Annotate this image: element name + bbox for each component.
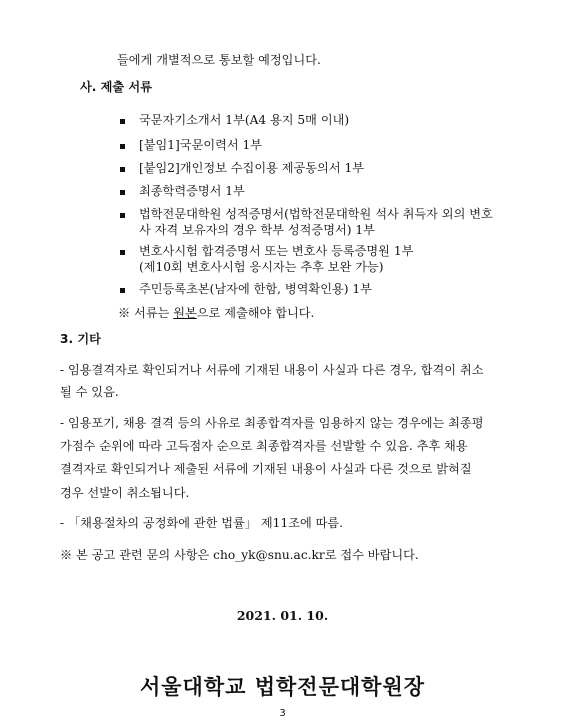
submission-note (118, 305, 314, 321)
section-sa-heading: 사. 제출 서류 (80, 80, 152, 94)
contact-note: ※ 본 공고 관련 문의 사항은 cho_yk@snu.ac.kr로 접수 바랍니다. (60, 548, 419, 562)
list-item-continuation: 사 자격 보유자의 경우 학부 성적증명서) 1부 (139, 223, 375, 237)
bullet-marker (120, 119, 125, 124)
signatory-title: 서울대학교 법학전문대학원장 (139, 675, 426, 699)
bullet-marker (120, 288, 125, 293)
document-date: 2021. 01. 10. (236, 608, 329, 623)
paragraph-line: - 임용결격자로 확인되거나 서류에 기재된 내용이 사실과 다른 경우, 합격이 취소 (60, 363, 484, 377)
bullet-marker (120, 250, 125, 255)
paragraph-line: - 임용포기, 채용 결격 등의 사유로 최종합격자를 임용하지 않는 경우에는 최종평 (60, 416, 484, 430)
list-item: [붙임1]국문이력서 1부 (139, 138, 263, 152)
paragraph-line: 될 수 있음. (60, 385, 119, 399)
list-item: 주민등록초본(남자에 한함, 병역확인용) 1부 (139, 282, 372, 296)
list-item: 국문자기소개서 1부(A4 용지 5매 이내) (139, 113, 350, 127)
list-item: 변호사시험 합격증명서 또는 변호사 등록증명원 1부 (139, 244, 414, 258)
list-item: 법학전문대학원 성적증명서(법학전문대학원 석사 취득자 외의 변호 (139, 207, 493, 221)
bullet-marker (120, 144, 125, 149)
paragraph-line: - 「채용절차의 공정화에 관한 법률」 제11조에 따름. (60, 516, 344, 530)
bullet-marker (120, 167, 125, 172)
paragraph-line: 가점수 순위에 따라 고득점자 순으로 최종합격자를 선발할 수 있음. 추후 채용 (60, 439, 468, 453)
section-3-heading: 3. 기타 (60, 332, 101, 346)
bullet-marker (120, 190, 125, 195)
page-number: 3 (279, 708, 286, 719)
intro-tail-text: 들에게 개별적으로 통보할 예정입니다. (117, 53, 321, 67)
note-underlined-original: 원본 (173, 306, 197, 320)
list-item-continuation: (제10회 변호사시험 응시자는 추후 보완 가능) (139, 260, 384, 274)
list-item: 최종학력증명서 1부 (139, 184, 245, 198)
note-suffix: 으로 제출해야 합니다. (196, 306, 315, 320)
bullet-marker (120, 213, 125, 218)
list-item: [붙임2]개인정보 수집이용 제공동의서 1부 (139, 161, 365, 175)
note-prefix: ※ 서류는 (118, 306, 174, 320)
paragraph-line: 결격자로 확인되거나 제출된 서류에 기재된 내용이 사실과 다른 것으로 밝혀질 (60, 462, 472, 476)
paragraph-line: 경우 선발이 취소됩니다. (60, 486, 190, 500)
